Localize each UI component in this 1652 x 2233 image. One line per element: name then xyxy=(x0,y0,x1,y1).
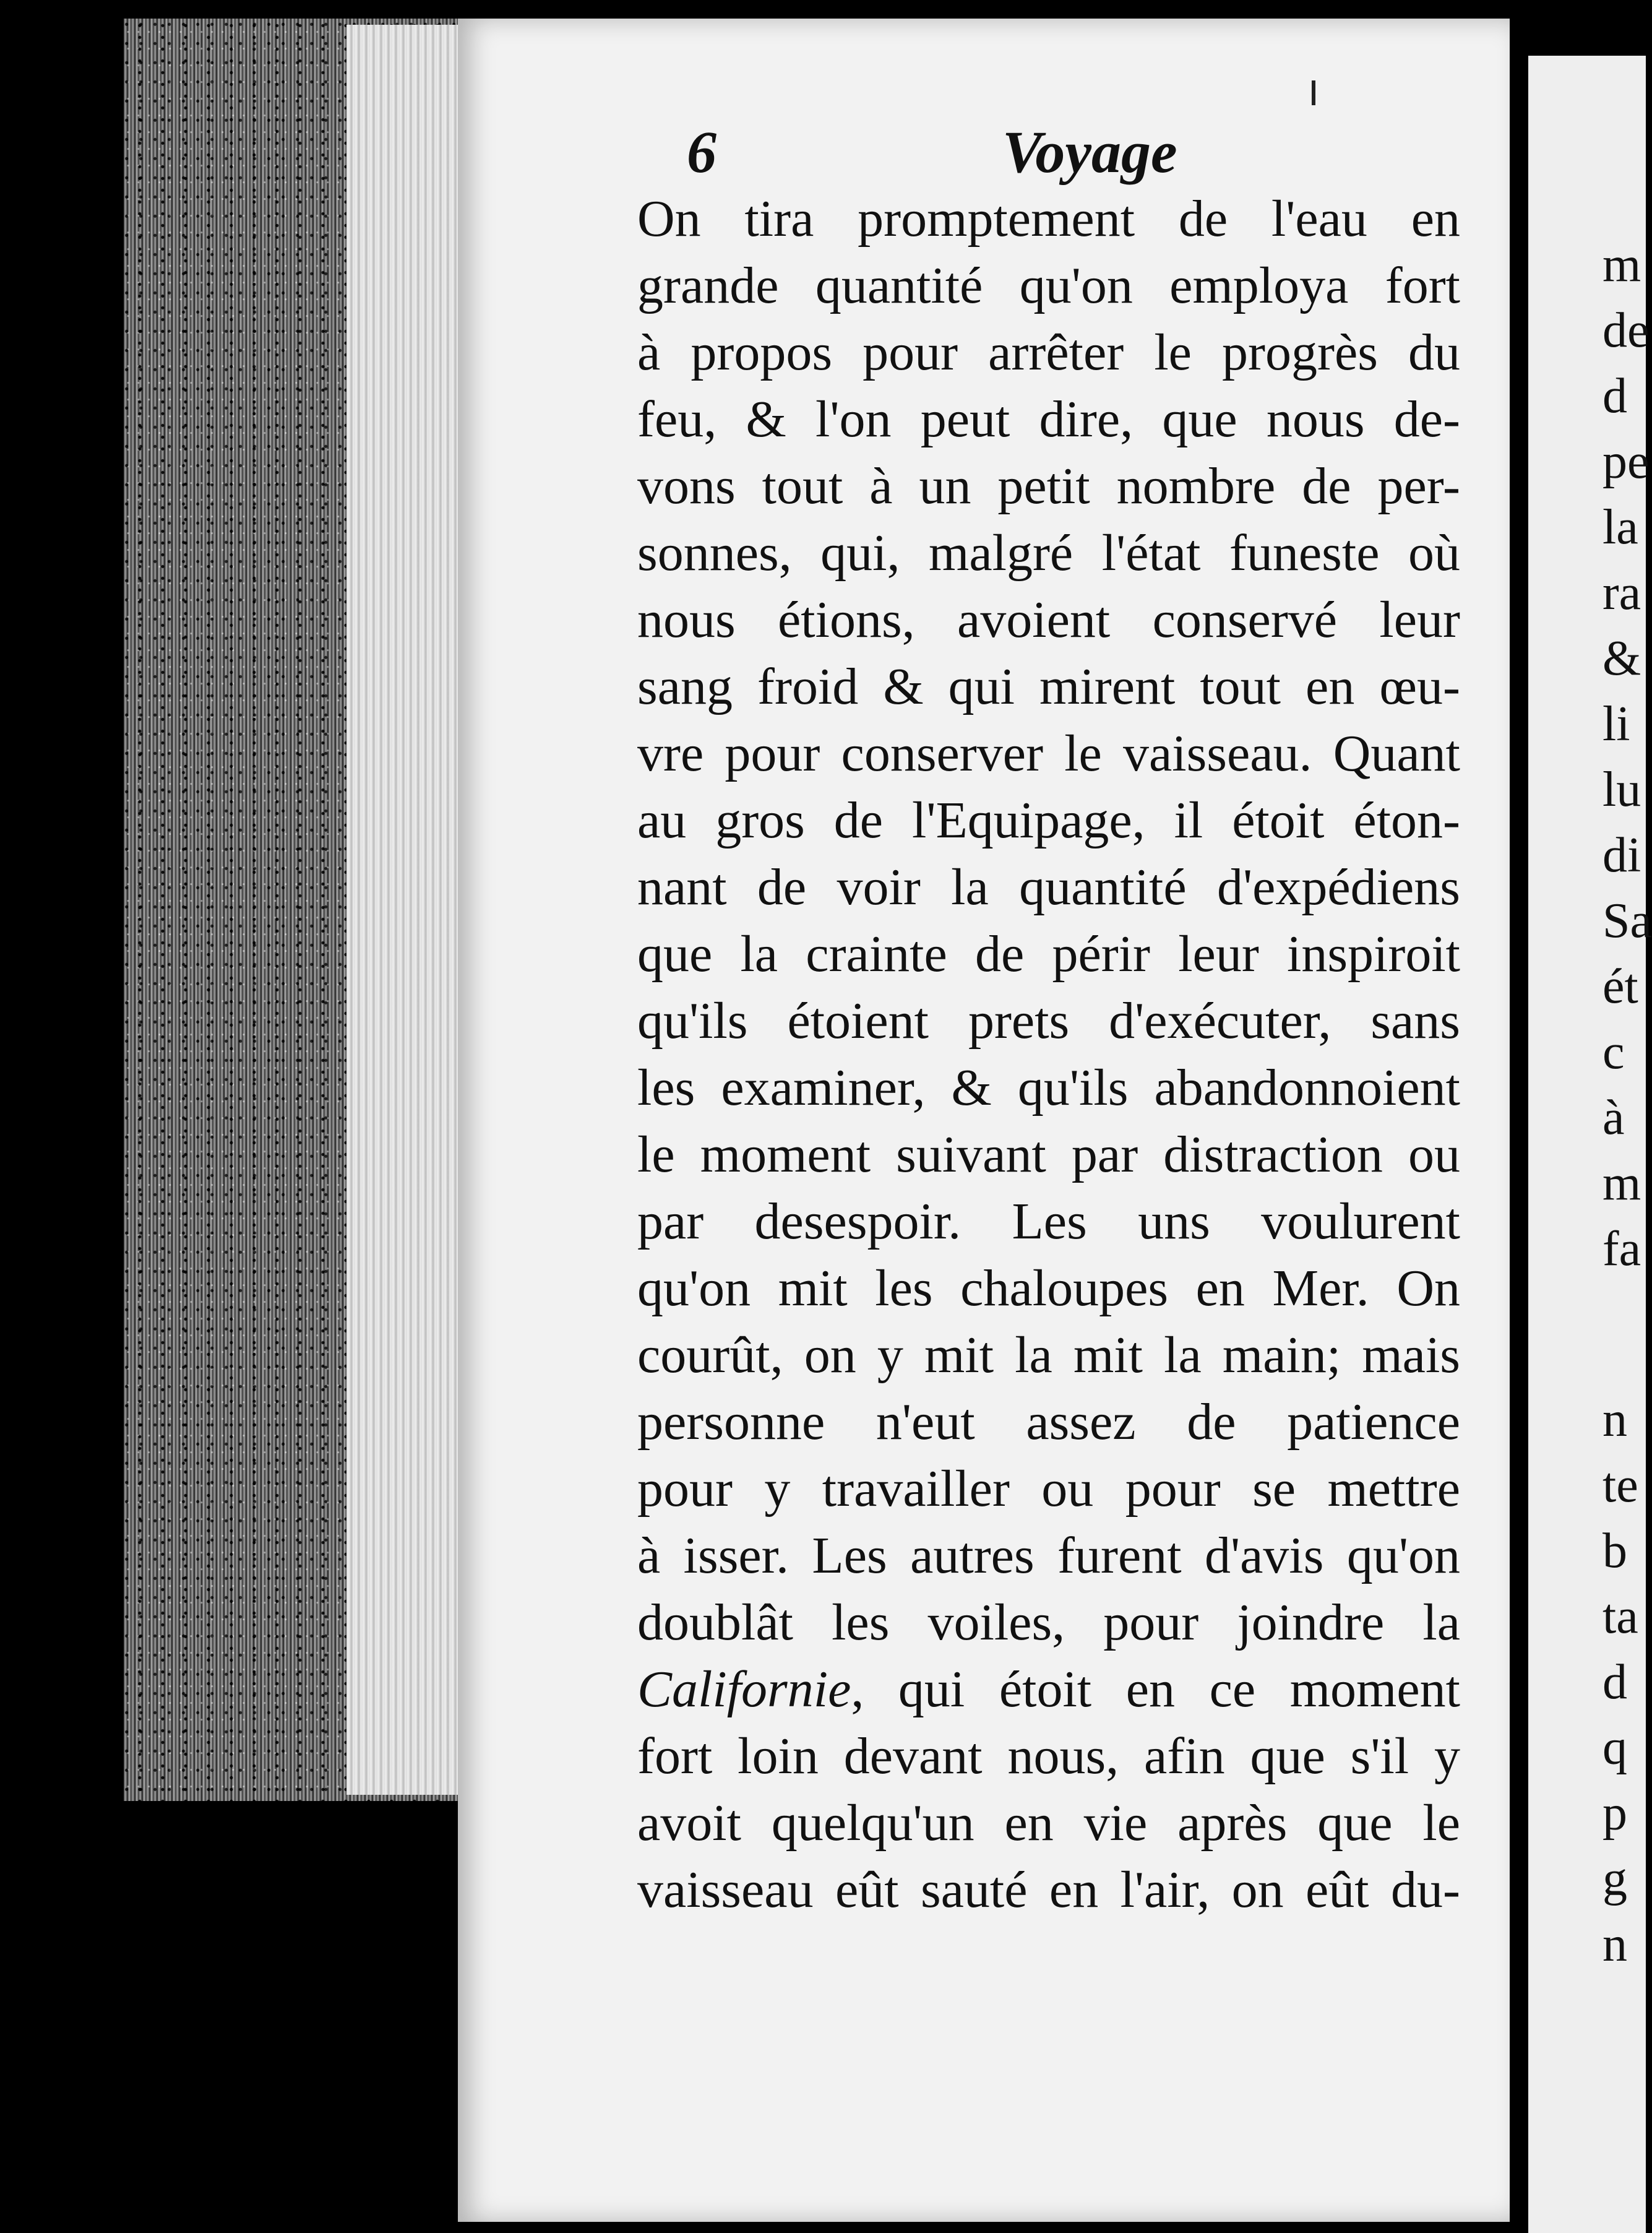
text-line: nant de voir la quantité d'expédiens xyxy=(637,858,1460,916)
fragment: d xyxy=(1603,369,1627,423)
text-line: vons tout à un petit nombre de per- xyxy=(637,457,1460,515)
fragment: à xyxy=(1603,1091,1625,1145)
text-line-california xyxy=(637,1656,1460,1723)
adjacent-page-fragments xyxy=(1603,232,1652,1977)
fragment: g xyxy=(1603,1852,1627,1906)
fragment: d xyxy=(1603,1655,1627,1709)
page-number: 6 xyxy=(687,119,716,185)
text-line: par desespoir. Les uns voulurent xyxy=(637,1193,1460,1250)
fragment: lu xyxy=(1603,762,1641,817)
text-line: vaisseau eût sauté en l'air, on eût du- xyxy=(637,1861,1460,1919)
fragment: m xyxy=(1603,238,1641,292)
fragment: fa xyxy=(1603,1222,1641,1276)
fragment: p xyxy=(1603,1786,1627,1841)
fragment: m xyxy=(1603,1156,1641,1211)
text-line: feu, & l'on peut dire, que nous de- xyxy=(637,391,1460,448)
ship-name-california: Californie xyxy=(637,1661,851,1718)
fragment: te xyxy=(1603,1458,1638,1513)
running-head: Voyage xyxy=(1002,119,1177,185)
fragment: di xyxy=(1603,828,1641,883)
fragment: pe xyxy=(1603,434,1650,489)
fragment: ra xyxy=(1603,566,1641,620)
fragment: Sa xyxy=(1603,894,1652,948)
fragment: de xyxy=(1603,303,1650,358)
text-line: pour y travailler ou pour se mettre xyxy=(637,1460,1460,1518)
text-line: avoit quelqu'un en vie après que le xyxy=(637,1794,1460,1852)
gutter-mark xyxy=(1312,80,1315,105)
fragment: & xyxy=(1603,631,1641,686)
text-line: personne n'eut assez de patience xyxy=(637,1393,1460,1451)
text-line: nous étions, avoient conservé leur xyxy=(637,591,1460,649)
text-line: sang froid & qui mirent tout en œu- xyxy=(637,658,1460,715)
fragment: n xyxy=(1603,1917,1627,1972)
fragment: b xyxy=(1603,1524,1627,1578)
fragment: li xyxy=(1603,697,1630,751)
text-line: au gros de l'Equipage, il étoit éton- xyxy=(637,792,1460,849)
text-line: qu'on mit les chaloupes en Mer. On xyxy=(637,1259,1460,1317)
text-line: à propos pour arrêter le progrès du xyxy=(637,324,1460,381)
text-line: le moment suivant par distraction ou xyxy=(637,1126,1460,1183)
text-line: grande quantité qu'on employa fort xyxy=(637,257,1460,314)
fragment: la xyxy=(1603,500,1638,555)
text-line: fort loin devant nous, afin que s'il y xyxy=(637,1727,1460,1785)
text-line-california-rest: , qui étoit en ce moment xyxy=(851,1661,1460,1718)
text-line: qu'ils étoient prets d'exécuter, sans xyxy=(637,992,1460,1050)
fragment: n xyxy=(1603,1393,1627,1447)
fragment: c xyxy=(1603,1025,1625,1079)
text-line: courût, on y mit la mit la main; mais xyxy=(637,1326,1460,1384)
fragment: ta xyxy=(1603,1589,1638,1644)
fragment-gap xyxy=(1603,1282,1646,1387)
book-page-stack xyxy=(346,25,470,1795)
text-line: que la crainte de périr leur inspiroit xyxy=(637,925,1460,983)
fragment: q xyxy=(1603,1721,1627,1775)
text-line: à isser. Les autres furent d'avis qu'on xyxy=(637,1527,1460,1584)
text-line: sonnes, qui, malgré l'état funeste où xyxy=(637,524,1460,582)
fragment: ét xyxy=(1603,959,1638,1014)
text-line: vre pour conserver le vaisseau. Quant xyxy=(637,725,1460,782)
page-header xyxy=(687,118,1182,186)
text-line: On tira promptement de l'eau en xyxy=(637,190,1460,248)
text-line: les examiner, & qu'ils abandonnoient xyxy=(637,1059,1460,1116)
text-line: doublât les voiles, pour joindre la xyxy=(637,1594,1460,1651)
page-body-text xyxy=(637,186,1460,1924)
